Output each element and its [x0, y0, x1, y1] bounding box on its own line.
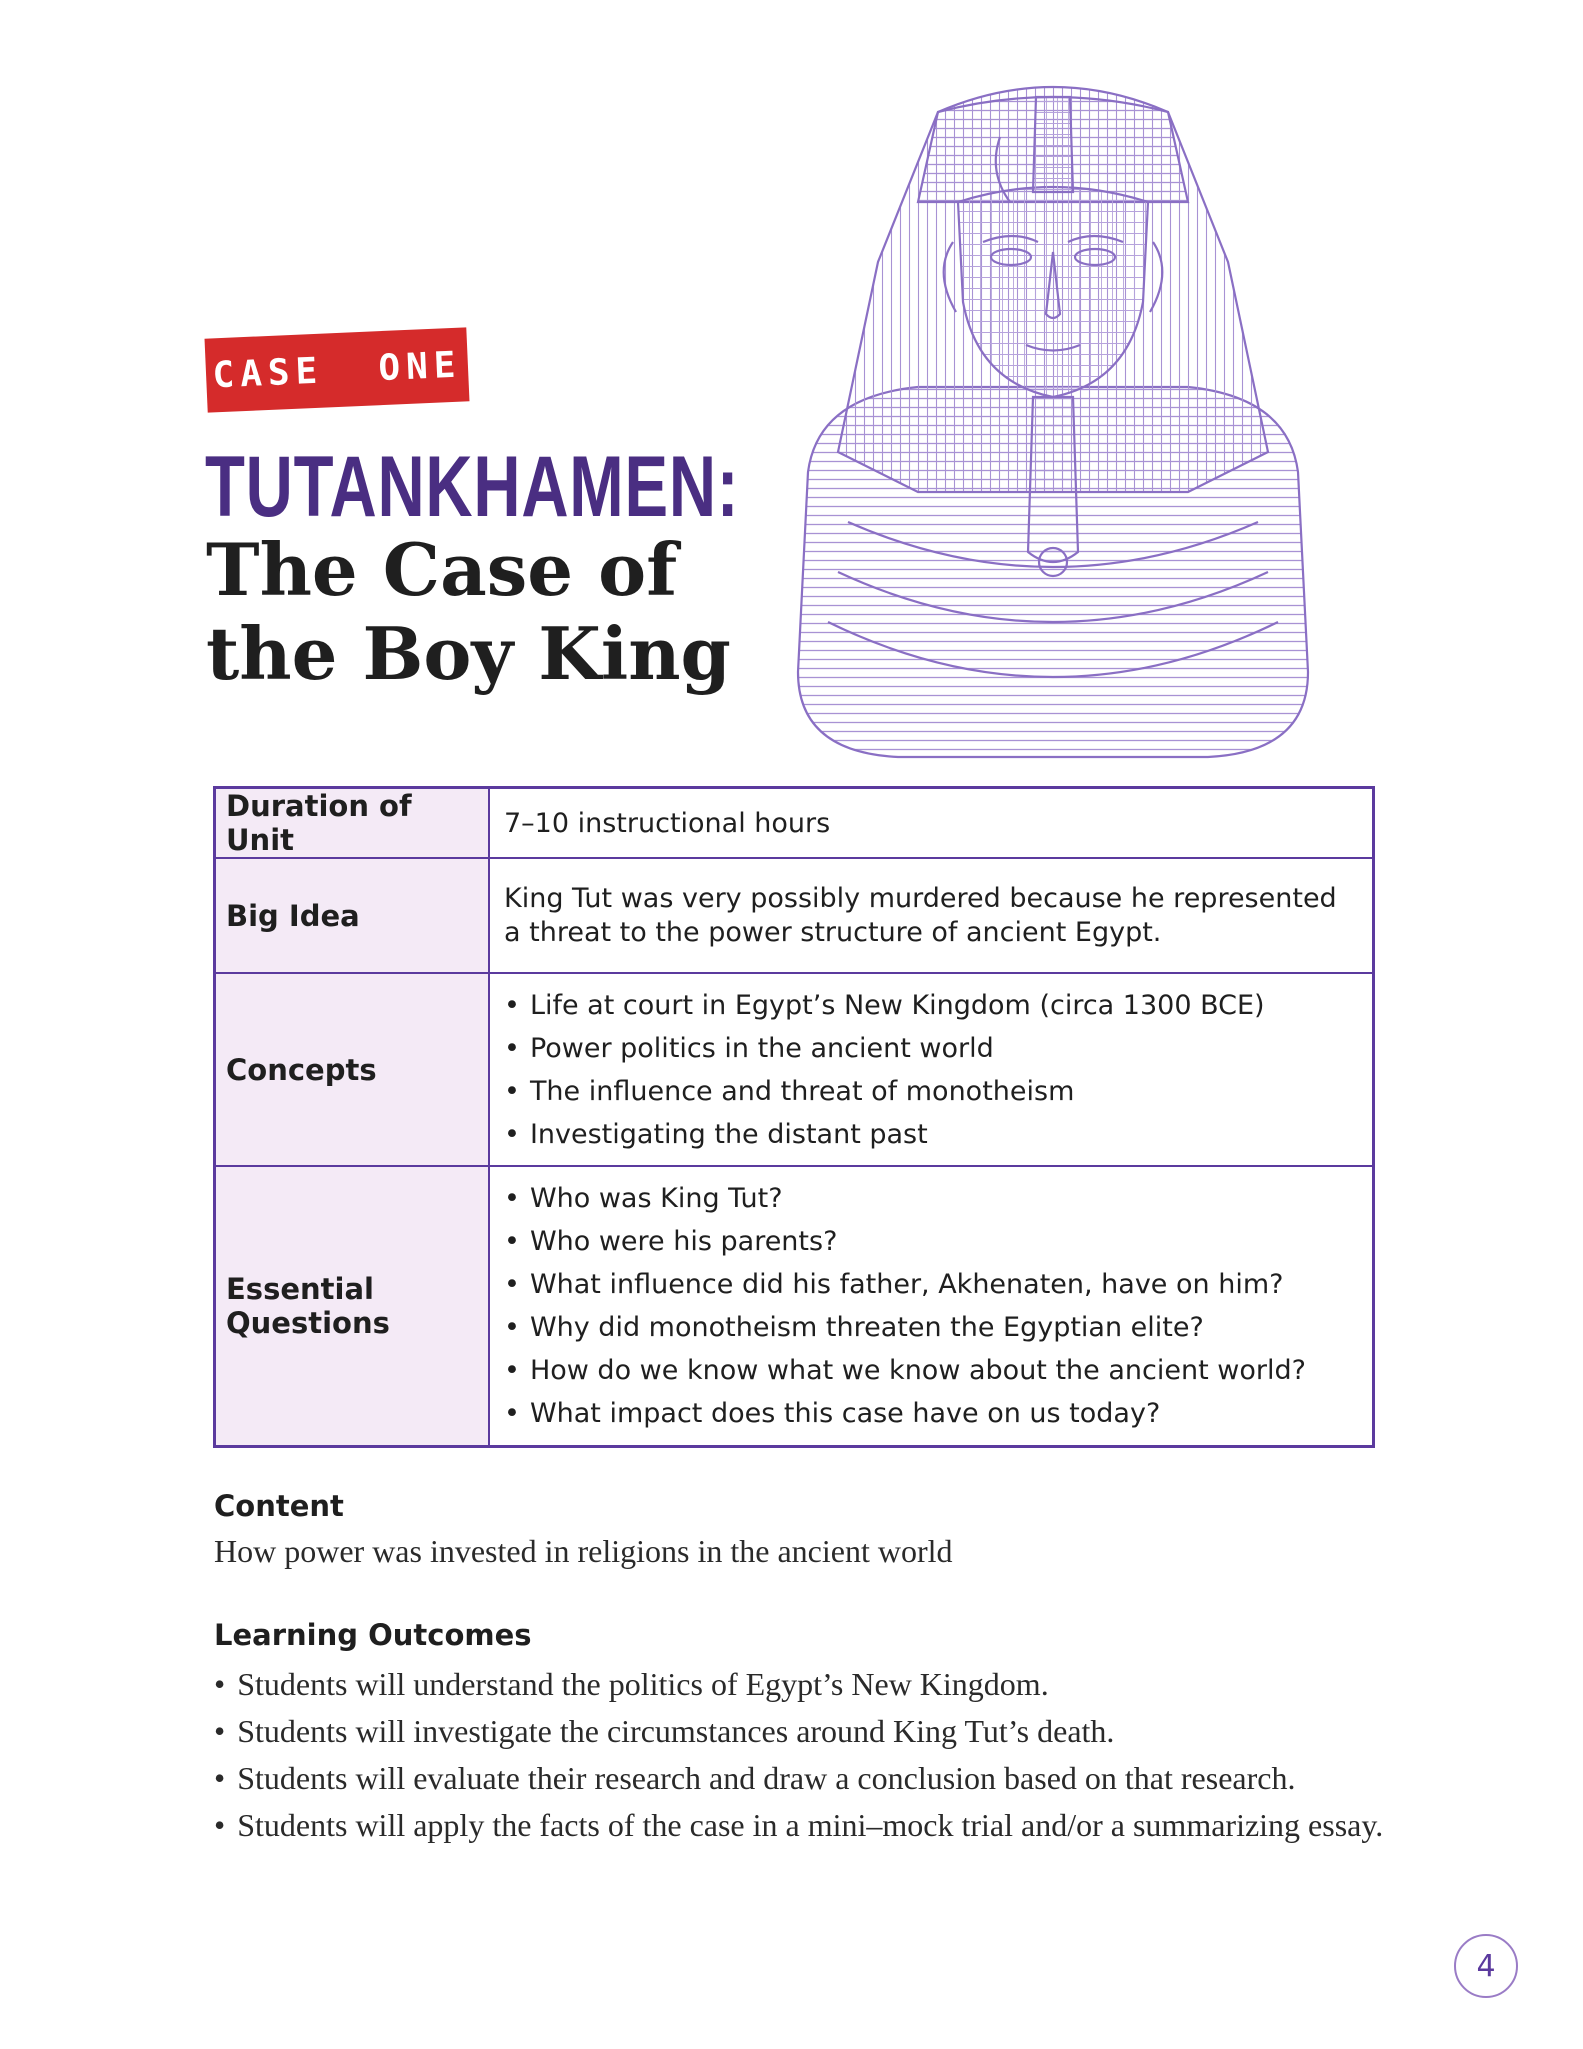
concept-item: • Life at court in Egypt’s New Kingdom (circa 1300 BCE): [504, 984, 1358, 1027]
case-number-label: ONE: [377, 344, 463, 389]
table-row-concepts: [215, 973, 1374, 1166]
concept-item: • The influence and threat of monotheism: [504, 1070, 1358, 1113]
page-number: 4: [1454, 1934, 1518, 1998]
table-row-big-idea: [215, 858, 1374, 973]
learning-outcomes-list: [214, 1661, 1383, 1849]
tutankhamen-mask-illustration: [788, 52, 1318, 764]
question-item: • Who were his parents?: [504, 1220, 1358, 1263]
question-item: • Who was King Tut?: [504, 1177, 1358, 1220]
concepts-list: [504, 984, 1358, 1156]
duration-value: 7–10 instructional hours: [489, 788, 1374, 859]
question-item: • What impact does this case have on us today?: [504, 1392, 1358, 1435]
essential-questions-list: [504, 1177, 1358, 1435]
question-item: • Why did monotheism threaten the Egyptian elite?: [504, 1306, 1358, 1349]
duration-label: Duration of Unit: [215, 788, 490, 859]
concept-item: • Investigating the distant past: [504, 1113, 1358, 1156]
concepts-cell: [489, 973, 1374, 1166]
big-idea-value: [489, 858, 1374, 973]
content-text: How power was invested in religions in the ancient world: [214, 1533, 953, 1569]
outcome-item: • Students will evaluate their research and draw a conclusion based on that research.: [214, 1755, 1383, 1802]
case-label: CASE: [211, 350, 325, 396]
big-idea-text: King Tut was very possibly murdered because he represented a threat to the power structure of ancient Egypt.: [504, 882, 1337, 948]
learning-outcomes-heading: Learning Outcomes: [214, 1618, 532, 1652]
concepts-label: Concepts: [215, 973, 490, 1166]
page-title: TUTANKHAMEN:: [205, 439, 740, 535]
essential-questions-cell: [489, 1166, 1374, 1446]
outcome-item: • Students will investigate the circumstances around King Tut’s death.: [214, 1708, 1383, 1755]
question-item: • How do we know what we know about the ancient world?: [504, 1349, 1358, 1392]
case-one-stamp: [205, 327, 470, 412]
concept-item: • Power politics in the ancient world: [504, 1027, 1358, 1070]
table-row-duration: [215, 788, 1374, 859]
table-row-essential-questions: [215, 1166, 1374, 1446]
unit-overview-table: [213, 786, 1375, 1448]
page-subtitle: The Case of the Boy King: [206, 527, 731, 696]
tutankhamen-mask-svg: [788, 52, 1318, 764]
big-idea-label: Big Idea: [215, 858, 490, 973]
outcome-item: • Students will apply the facts of the case in a mini–mock trial and/or a summarizing essay.: [214, 1802, 1383, 1849]
question-item: • What influence did his father, Akhenaten, have on him?: [504, 1263, 1358, 1306]
outcome-item: • Students will understand the politics of Egypt’s New Kingdom.: [214, 1661, 1383, 1708]
essential-questions-label: Essential Questions: [215, 1166, 490, 1446]
content-heading: Content: [214, 1489, 344, 1523]
